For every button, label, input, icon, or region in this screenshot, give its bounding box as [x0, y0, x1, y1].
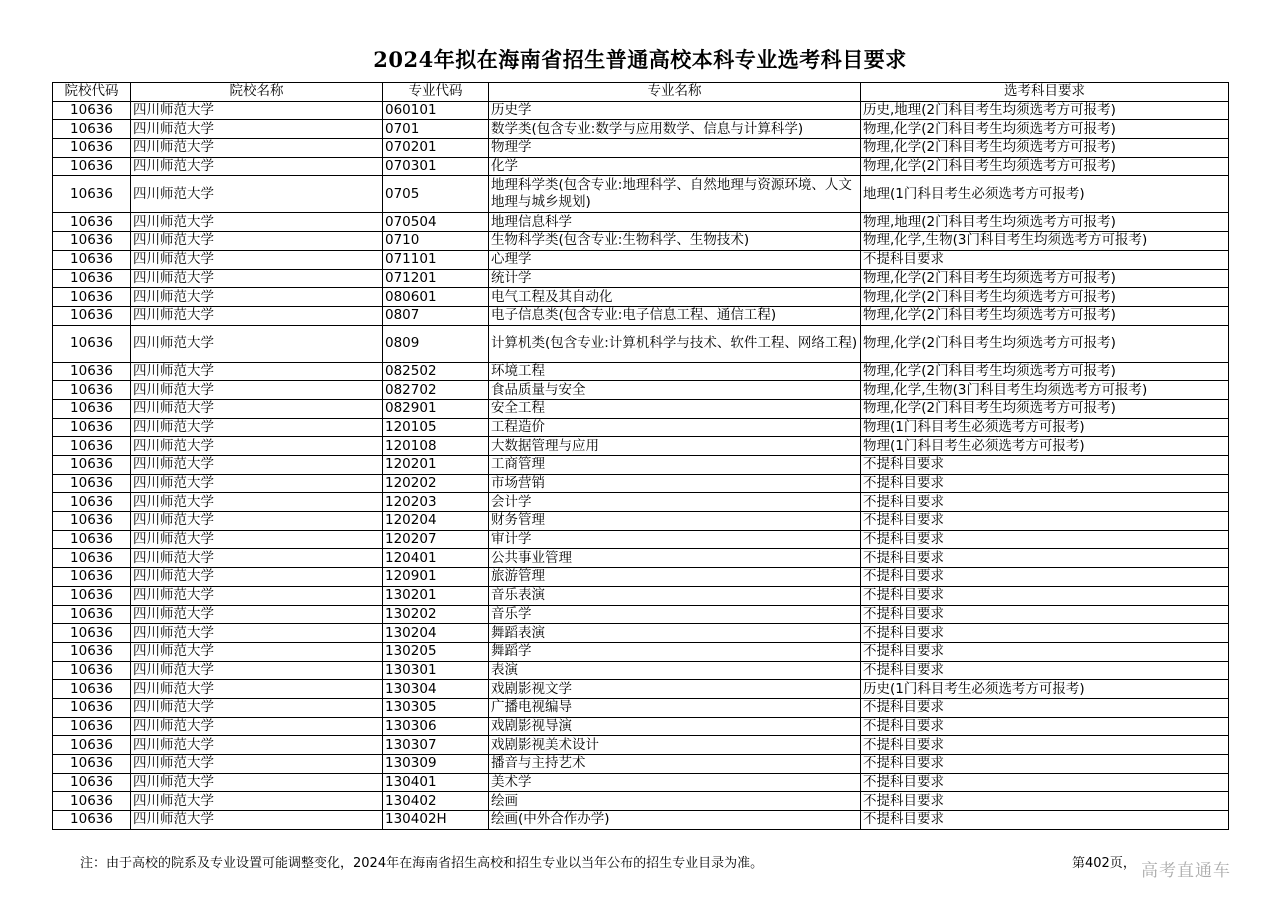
cell-major-name: 地理科学类(包含专业:地理科学、自然地理与资源环境、人文地理与城乡规划): [489, 176, 861, 213]
cell-major-code: 082502: [383, 362, 489, 381]
cell-major-code: 0809: [383, 325, 489, 362]
cell-school-code: 10636: [53, 717, 131, 736]
cell-subject-requirement: 地理(1门科目考生必须选考方可报考): [861, 176, 1229, 213]
footer-note: 注：由于高校的院系及专业设置可能调整变化，2024年在海南省招生高校和招生专业以当年公布的招生专业目录为准。: [80, 856, 764, 871]
cell-major-code: 130304: [383, 680, 489, 699]
cell-school-name: 四川师范大学: [131, 773, 383, 792]
cell-school-code: 10636: [53, 624, 131, 643]
cell-school-name: 四川师范大学: [131, 586, 383, 605]
cell-school-code: 10636: [53, 399, 131, 418]
cell-subject-requirement: 物理,化学(2门科目考生均须选考方可报考): [861, 362, 1229, 381]
cell-school-name: 四川师范大学: [131, 139, 383, 158]
cell-major-code: 120204: [383, 512, 489, 531]
cell-school-code: 10636: [53, 792, 131, 811]
cell-subject-requirement: 不提科目要求: [861, 512, 1229, 531]
cell-major-code: 071101: [383, 250, 489, 269]
cell-major-code: 070301: [383, 157, 489, 176]
cell-school-name: 四川师范大学: [131, 624, 383, 643]
cell-school-name: 四川师范大学: [131, 568, 383, 587]
cell-school-name: 四川师范大学: [131, 232, 383, 251]
table-row: [53, 811, 1229, 830]
cell-school-name: 四川师范大学: [131, 325, 383, 362]
table-row: [53, 493, 1229, 512]
cell-school-code: 10636: [53, 213, 131, 232]
cell-school-code: 10636: [53, 680, 131, 699]
table-row: [53, 399, 1229, 418]
cell-school-name: 四川师范大学: [131, 698, 383, 717]
cell-major-code: 0807: [383, 306, 489, 325]
cell-subject-requirement: 不提科目要求: [861, 717, 1229, 736]
cell-major-code: 130301: [383, 661, 489, 680]
cell-major-name: 审计学: [489, 530, 861, 549]
cell-school-name: 四川师范大学: [131, 530, 383, 549]
cell-major-code: 120108: [383, 437, 489, 456]
cell-school-name: 四川师范大学: [131, 288, 383, 307]
cell-school-name: 四川师范大学: [131, 362, 383, 381]
table-row: [53, 362, 1229, 381]
cell-school-name: 四川师范大学: [131, 792, 383, 811]
header-subject-requirement: 选考科目要求: [861, 83, 1229, 102]
cell-major-name: 计算机类(包含专业:计算机科学与技术、软件工程、网络工程): [489, 325, 861, 362]
cell-subject-requirement: 不提科目要求: [861, 736, 1229, 755]
watermark-text: 高考直通车: [1141, 861, 1231, 881]
cell-major-name: 绘画(中外合作办学): [489, 811, 861, 830]
cell-school-name: 四川师范大学: [131, 755, 383, 774]
table-row: [53, 288, 1229, 307]
cell-school-name: 四川师范大学: [131, 157, 383, 176]
cell-major-code: 082702: [383, 381, 489, 400]
cell-subject-requirement: 不提科目要求: [861, 624, 1229, 643]
cell-school-code: 10636: [53, 811, 131, 830]
cell-major-name: 舞蹈表演: [489, 624, 861, 643]
cell-subject-requirement: 物理(1门科目考生必须选考方可报考): [861, 437, 1229, 456]
cell-major-name: 安全工程: [489, 399, 861, 418]
table-row: [53, 120, 1229, 139]
table-row: [53, 157, 1229, 176]
cell-major-code: 120203: [383, 493, 489, 512]
cell-major-name: 表演: [489, 661, 861, 680]
cell-subject-requirement: 不提科目要求: [861, 698, 1229, 717]
table-row: [53, 773, 1229, 792]
table-row: [53, 698, 1229, 717]
cell-major-code: 130307: [383, 736, 489, 755]
cell-subject-requirement: 历史(1门科目考生必须选考方可报考): [861, 680, 1229, 699]
cell-subject-requirement: 不提科目要求: [861, 755, 1229, 774]
cell-school-name: 四川师范大学: [131, 437, 383, 456]
cell-school-name: 四川师范大学: [131, 512, 383, 531]
cell-major-code: 130402: [383, 792, 489, 811]
cell-school-code: 10636: [53, 698, 131, 717]
cell-subject-requirement: 不提科目要求: [861, 792, 1229, 811]
cell-school-code: 10636: [53, 418, 131, 437]
cell-school-name: 四川师范大学: [131, 811, 383, 830]
cell-major-name: 绘画: [489, 792, 861, 811]
cell-school-code: 10636: [53, 773, 131, 792]
cell-school-code: 10636: [53, 736, 131, 755]
cell-major-name: 历史学: [489, 101, 861, 120]
cell-major-code: 0710: [383, 232, 489, 251]
cell-major-name: 数学类(包含专业:数学与应用数学、信息与计算科学): [489, 120, 861, 139]
header-school-name: 院校名称: [131, 83, 383, 102]
table-row: [53, 437, 1229, 456]
header-major-name: 专业名称: [489, 83, 861, 102]
cell-major-code: 120207: [383, 530, 489, 549]
cell-subject-requirement: 不提科目要求: [861, 811, 1229, 830]
cell-school-name: 四川师范大学: [131, 381, 383, 400]
cell-school-code: 10636: [53, 250, 131, 269]
table-row: [53, 605, 1229, 624]
cell-major-name: 生物科学类(包含专业:生物科学、生物技术): [489, 232, 861, 251]
cell-major-code: 082901: [383, 399, 489, 418]
cell-school-name: 四川师范大学: [131, 456, 383, 475]
cell-major-code: 130402H: [383, 811, 489, 830]
cell-major-name: 工程造价: [489, 418, 861, 437]
table-row: [53, 736, 1229, 755]
table-row: [53, 232, 1229, 251]
cell-major-name: 地理信息科学: [489, 213, 861, 232]
table-row: [53, 474, 1229, 493]
cell-subject-requirement: 物理(1门科目考生必须选考方可报考): [861, 418, 1229, 437]
table-row: [53, 176, 1229, 213]
cell-major-name: 电子信息类(包含专业:电子信息工程、通信工程): [489, 306, 861, 325]
cell-school-code: 10636: [53, 755, 131, 774]
cell-school-name: 四川师范大学: [131, 605, 383, 624]
cell-major-name: 公共事业管理: [489, 549, 861, 568]
cell-major-code: 130306: [383, 717, 489, 736]
cell-school-code: 10636: [53, 437, 131, 456]
cell-major-name: 戏剧影视导演: [489, 717, 861, 736]
cell-major-code: 071201: [383, 269, 489, 288]
table-row: [53, 381, 1229, 400]
cell-major-code: 130309: [383, 755, 489, 774]
table-row: [53, 269, 1229, 288]
cell-subject-requirement: 物理,化学(2门科目考生均须选考方可报考): [861, 120, 1229, 139]
cell-major-name: 财务管理: [489, 512, 861, 531]
cell-school-name: 四川师范大学: [131, 250, 383, 269]
cell-school-code: 10636: [53, 101, 131, 120]
table-row: [53, 792, 1229, 811]
cell-major-name: 美术学: [489, 773, 861, 792]
cell-major-name: 舞蹈学: [489, 642, 861, 661]
cell-major-name: 环境工程: [489, 362, 861, 381]
cell-school-code: 10636: [53, 157, 131, 176]
cell-school-code: 10636: [53, 661, 131, 680]
table-row: [53, 139, 1229, 158]
table-row: [53, 213, 1229, 232]
cell-school-code: 10636: [53, 139, 131, 158]
cell-school-name: 四川师范大学: [131, 213, 383, 232]
table-row: [53, 624, 1229, 643]
cell-school-name: 四川师范大学: [131, 549, 383, 568]
cell-school-name: 四川师范大学: [131, 120, 383, 139]
cell-subject-requirement: 物理,化学(2门科目考生均须选考方可报考): [861, 325, 1229, 362]
cell-school-code: 10636: [53, 512, 131, 531]
cell-school-code: 10636: [53, 474, 131, 493]
page-number: 第402页，: [1072, 856, 1136, 871]
cell-school-code: 10636: [53, 568, 131, 587]
cell-subject-requirement: 不提科目要求: [861, 493, 1229, 512]
requirements-table: [52, 82, 1229, 830]
cell-major-name: 广播电视编导: [489, 698, 861, 717]
cell-subject-requirement: 物理,化学(2门科目考生均须选考方可报考): [861, 157, 1229, 176]
cell-school-name: 四川师范大学: [131, 736, 383, 755]
cell-school-name: 四川师范大学: [131, 176, 383, 213]
cell-school-code: 10636: [53, 530, 131, 549]
cell-subject-requirement: 物理,地理(2门科目考生均须选考方可报考): [861, 213, 1229, 232]
cell-major-code: 0705: [383, 176, 489, 213]
table-row: [53, 306, 1229, 325]
cell-school-name: 四川师范大学: [131, 474, 383, 493]
cell-major-code: 0701: [383, 120, 489, 139]
cell-major-name: 工商管理: [489, 456, 861, 475]
cell-school-name: 四川师范大学: [131, 269, 383, 288]
cell-major-code: 130202: [383, 605, 489, 624]
table-row: [53, 101, 1229, 120]
cell-subject-requirement: 不提科目要求: [861, 568, 1229, 587]
cell-major-name: 音乐表演: [489, 586, 861, 605]
cell-subject-requirement: 物理,化学(2门科目考生均须选考方可报考): [861, 399, 1229, 418]
cell-major-code: 070504: [383, 213, 489, 232]
cell-major-name: 心理学: [489, 250, 861, 269]
table-row: [53, 755, 1229, 774]
cell-school-code: 10636: [53, 176, 131, 213]
cell-school-code: 10636: [53, 642, 131, 661]
page-title: 2024年拟在海南省招生普通高校本科专业选考科目要求: [373, 47, 907, 72]
table-row: [53, 642, 1229, 661]
cell-school-code: 10636: [53, 362, 131, 381]
cell-major-name: 化学: [489, 157, 861, 176]
cell-major-code: 130305: [383, 698, 489, 717]
cell-school-code: 10636: [53, 269, 131, 288]
cell-subject-requirement: 不提科目要求: [861, 549, 1229, 568]
cell-subject-requirement: 物理,化学(2门科目考生均须选考方可报考): [861, 269, 1229, 288]
cell-school-name: 四川师范大学: [131, 717, 383, 736]
cell-school-name: 四川师范大学: [131, 101, 383, 120]
cell-subject-requirement: 物理,化学(2门科目考生均须选考方可报考): [861, 306, 1229, 325]
cell-school-code: 10636: [53, 549, 131, 568]
cell-major-name: 旅游管理: [489, 568, 861, 587]
cell-major-code: 120901: [383, 568, 489, 587]
table-row: [53, 717, 1229, 736]
table-row: [53, 418, 1229, 437]
table-row: [53, 661, 1229, 680]
cell-major-name: 食品质量与安全: [489, 381, 861, 400]
cell-school-code: 10636: [53, 288, 131, 307]
cell-major-name: 统计学: [489, 269, 861, 288]
cell-subject-requirement: 物理,化学,生物(3门科目考生均须选考方可报考): [861, 232, 1229, 251]
cell-major-code: 080601: [383, 288, 489, 307]
cell-major-name: 播音与主持艺术: [489, 755, 861, 774]
cell-school-code: 10636: [53, 586, 131, 605]
table-row: [53, 680, 1229, 699]
cell-subject-requirement: 不提科目要求: [861, 661, 1229, 680]
cell-major-name: 戏剧影视文学: [489, 680, 861, 699]
cell-school-code: 10636: [53, 306, 131, 325]
cell-school-name: 四川师范大学: [131, 661, 383, 680]
table-row: [53, 586, 1229, 605]
table-row: [53, 250, 1229, 269]
cell-subject-requirement: 不提科目要求: [861, 456, 1229, 475]
cell-school-code: 10636: [53, 232, 131, 251]
header-major-code: 专业代码: [383, 83, 489, 102]
cell-school-name: 四川师范大学: [131, 642, 383, 661]
table-row: [53, 325, 1229, 362]
cell-major-code: 060101: [383, 101, 489, 120]
cell-major-name: 戏剧影视美术设计: [489, 736, 861, 755]
table-row: [53, 549, 1229, 568]
cell-school-code: 10636: [53, 605, 131, 624]
cell-major-code: 130201: [383, 586, 489, 605]
cell-school-code: 10636: [53, 120, 131, 139]
table-row: [53, 512, 1229, 531]
header-school-code: 院校代码: [53, 83, 131, 102]
table-row: [53, 530, 1229, 549]
cell-major-code: 120105: [383, 418, 489, 437]
cell-school-name: 四川师范大学: [131, 399, 383, 418]
cell-school-code: 10636: [53, 456, 131, 475]
cell-major-code: 120401: [383, 549, 489, 568]
cell-school-code: 10636: [53, 325, 131, 362]
cell-subject-requirement: 不提科目要求: [861, 530, 1229, 549]
cell-major-name: 音乐学: [489, 605, 861, 624]
cell-major-name: 市场营销: [489, 474, 861, 493]
table-row: [53, 568, 1229, 587]
cell-subject-requirement: 不提科目要求: [861, 642, 1229, 661]
cell-subject-requirement: 物理,化学(2门科目考生均须选考方可报考): [861, 288, 1229, 307]
cell-major-code: 120202: [383, 474, 489, 493]
table-row: [53, 456, 1229, 475]
cell-school-code: 10636: [53, 381, 131, 400]
table-header-row: [53, 83, 1229, 102]
cell-subject-requirement: 不提科目要求: [861, 250, 1229, 269]
cell-major-code: 130205: [383, 642, 489, 661]
cell-major-code: 130204: [383, 624, 489, 643]
cell-school-name: 四川师范大学: [131, 493, 383, 512]
cell-major-code: 120201: [383, 456, 489, 475]
cell-major-name: 物理学: [489, 139, 861, 158]
cell-major-code: 130401: [383, 773, 489, 792]
cell-subject-requirement: 物理,化学(2门科目考生均须选考方可报考): [861, 139, 1229, 158]
cell-subject-requirement: 历史,地理(2门科目考生均须选考方可报考): [861, 101, 1229, 120]
cell-subject-requirement: 不提科目要求: [861, 586, 1229, 605]
cell-major-name: 大数据管理与应用: [489, 437, 861, 456]
cell-school-name: 四川师范大学: [131, 418, 383, 437]
cell-subject-requirement: 物理,化学,生物(3门科目考生均须选考方可报考): [861, 381, 1229, 400]
cell-subject-requirement: 不提科目要求: [861, 605, 1229, 624]
cell-major-name: 电气工程及其自动化: [489, 288, 861, 307]
cell-major-name: 会计学: [489, 493, 861, 512]
cell-major-code: 070201: [383, 139, 489, 158]
cell-school-name: 四川师范大学: [131, 306, 383, 325]
cell-school-code: 10636: [53, 493, 131, 512]
cell-subject-requirement: 不提科目要求: [861, 474, 1229, 493]
cell-school-name: 四川师范大学: [131, 680, 383, 699]
cell-subject-requirement: 不提科目要求: [861, 773, 1229, 792]
